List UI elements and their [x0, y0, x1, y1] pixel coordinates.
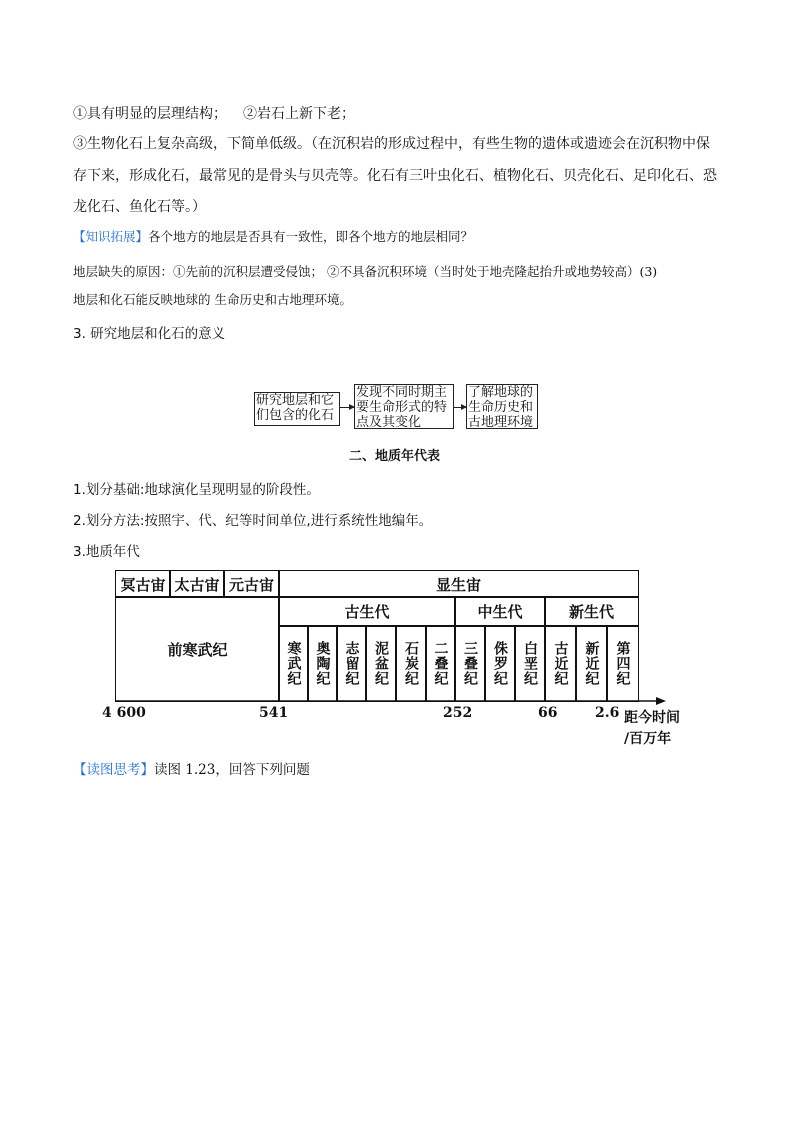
eon-phanerozoic: 显生宙 — [278, 570, 639, 598]
flow-box-2-line-2: 要生命形式的特 — [356, 400, 448, 415]
time-axis — [110, 693, 670, 709]
flow-box-2 — [354, 384, 454, 429]
expand-answer-1: 地层缺失的原因：①先前的沉积层遭受侵蚀； ②不具备沉积环境（当时处于地壳隆起抬升或地势较高）(3) — [73, 264, 658, 279]
flow-box-2-line-1: 发现不同时期主 — [356, 385, 448, 400]
flow-arrow-2 — [454, 407, 466, 408]
period-triassic: 三叠纪 — [462, 641, 478, 686]
item-2: 2.划分方法:按照宇、代、纪等时间单位,进行系统性地编年。 — [73, 513, 433, 529]
line-4: 龙化石、鱼化石等。） — [73, 199, 206, 215]
eon-archean: 太古宙 — [169, 570, 225, 598]
period-neogene: 新近纪 — [583, 641, 600, 686]
flow-box-3 — [466, 384, 538, 429]
geologic-time-table — [115, 570, 639, 702]
period-carboniferous: 石炭纪 — [403, 641, 419, 686]
line-3: 存下来，形成化石，最常见的是骨头与贝壳等。化石有三叶虫化石、植物化石、贝壳化石、足印化石、恐 — [73, 168, 717, 184]
period-quaternary: 第四纪 — [614, 641, 631, 686]
flow-box-1-line-1: 研究地层和它 — [256, 393, 335, 408]
read-think-tag: 【读图思考】 — [73, 762, 154, 778]
section-3-title: 3. 研究地层和化石的意义 — [73, 326, 226, 342]
era-mesozoic: 中生代 — [454, 596, 546, 627]
line-1a: ①具有明显的层理结构； — [73, 106, 227, 122]
era-cenozoic: 新生代 — [544, 596, 639, 627]
knowledge-expand-line — [73, 227, 473, 245]
tick-66: 66 — [538, 705, 558, 721]
eon-hadean: 冥古宙 — [115, 570, 171, 598]
knowledge-expand-tag: 【知识拓展】 — [73, 229, 149, 244]
tick-252: 252 — [443, 705, 473, 721]
heading-geologic-time-scale: 二、地质年代表 — [349, 449, 441, 464]
axis-label-time: 距今时间 — [624, 710, 680, 726]
period-cambrian: 寒武纪 — [285, 641, 302, 686]
period-devonian: 泥盆纪 — [373, 641, 389, 686]
period-cretaceous: 白垩纪 — [522, 641, 538, 686]
line-1b: ②岩石上新下老； — [243, 106, 355, 122]
tick-4600: 4 600 — [102, 705, 146, 721]
read-think-text: 读图 1.23，回答下列问题 — [154, 762, 310, 778]
flow-box-2-line-3: 点及其变化 — [356, 415, 422, 430]
axis-label-unit: /百万年 — [624, 731, 672, 747]
period-ordovician: 奥陶纪 — [314, 641, 331, 686]
period-silurian: 志留纪 — [343, 641, 360, 686]
item-1: 1.划分基础:地球演化呈现明显的阶段性。 — [73, 482, 320, 498]
item-3: 3.地质年代 — [73, 544, 140, 560]
flow-box-3-line-2: 生命历史和 — [468, 400, 534, 415]
flow-box-1 — [254, 392, 340, 426]
eon-proterozoic: 元古宙 — [223, 570, 280, 598]
tick-2-6: 2.6 — [595, 705, 620, 721]
knowledge-expand-question: 各个地方的地层是否具有一致性，即各个地方的地层相同？ — [148, 229, 474, 244]
period-paleogene: 古近纪 — [552, 641, 569, 686]
period-permian: 二叠纪 — [432, 641, 449, 686]
read-think-line — [73, 758, 310, 778]
period-jurassic: 侏罗纪 — [492, 641, 508, 686]
flow-box-1-line-2: 们包含的化石 — [256, 408, 335, 423]
tick-541: 541 — [259, 705, 289, 721]
era-paleozoic: 古生代 — [278, 596, 456, 627]
flow-box-3-line-1: 了解地球的 — [468, 385, 534, 400]
precambrian-cell: 前寒武纪 — [115, 596, 280, 702]
flow-arrow-1 — [340, 407, 354, 408]
expand-answer-2: 地层和化石能反映地球的 生命历史和古地理环境。 — [73, 292, 352, 307]
flow-box-3-line-3: 古地理环境 — [468, 415, 534, 430]
line-2: ③生物化石上复杂高级，下简单低级。（在沉积岩的形成过程中，有些生物的遗体或遗迹会在沉积物中保 — [73, 136, 710, 152]
